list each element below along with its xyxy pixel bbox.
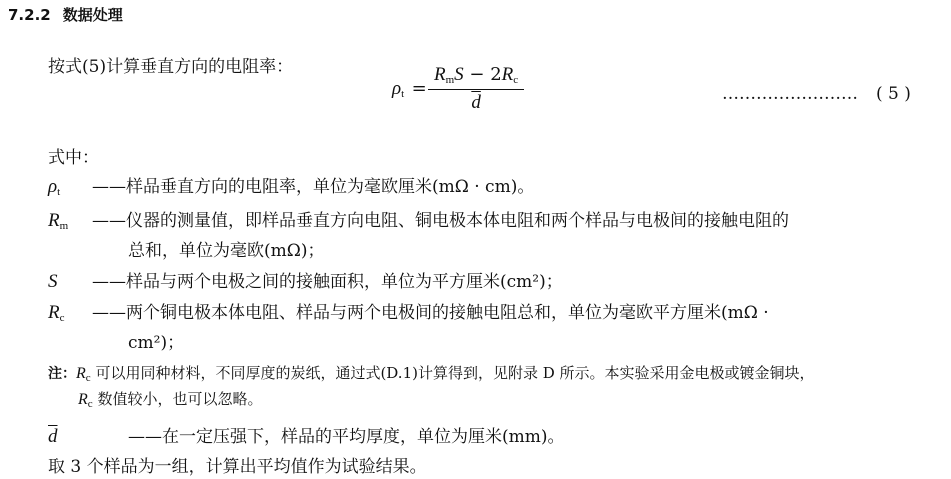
formula-denominator: $\overline{d}$ — [471, 92, 481, 113]
intro-text: 按式(5)计算垂直方向的电阻率： — [48, 57, 294, 77]
note: 注：$R_c$ 可以用同种材料，不同厚度的炭纸，通过式(D.1)计算得到，见附录 D 所示。本实验采用金电极或镀金铜块， — [48, 364, 815, 384]
formula-lhs — [392, 78, 427, 100]
definition-rc: $R_c$ ——两个铜电极本体电阻、样品与两个电极间的接触电阻总和，单位为毫欧平方厘米(mΩ · — [48, 302, 769, 324]
where-label: 式中： — [48, 148, 99, 168]
definition-rm: $R_m$ ——仪器的测量值，即样品垂直方向电阻、铜电极本体电阻和两个样品与电极间的接触电阻的 — [48, 210, 789, 232]
formula-number: ( 5 ) — [876, 84, 911, 104]
formula-fraction — [428, 64, 524, 114]
definition-d: $\overline{d}$ ——在一定压强下，样品的平均厚度，单位为厘米(mm)。 — [48, 426, 565, 447]
rho-symbol: $\rho_t$ — [392, 78, 405, 100]
definition-s: S ——样品与两个电极之间的接触面积，单位为平方厘米(cm²)； — [48, 271, 563, 292]
closing-text: 取 3 个样品为一组，计算出平均值作为试验结果。 — [48, 457, 427, 477]
section-title: 数据处理 — [62, 6, 123, 24]
definition-rm-cont: 总和，单位为毫欧(mΩ)； — [128, 241, 325, 261]
equals-sign: = — [411, 78, 427, 99]
note-cont: $R_c$ 数值较小，也可以忽略。 — [78, 390, 263, 410]
definition-rho: $\rho_t$ ——样品垂直方向的电阻率，单位为毫欧厘米(mΩ · cm)。 — [48, 176, 535, 198]
formula-dots: …………………… — [722, 84, 858, 104]
formula-numerator: $R_mS - 2R_c$ — [428, 64, 524, 90]
section-number: 7.2.2 — [8, 6, 51, 24]
section-heading — [8, 4, 123, 25]
note-label: 注： — [48, 366, 76, 382]
definition-rc-cont: cm²)； — [128, 333, 185, 353]
